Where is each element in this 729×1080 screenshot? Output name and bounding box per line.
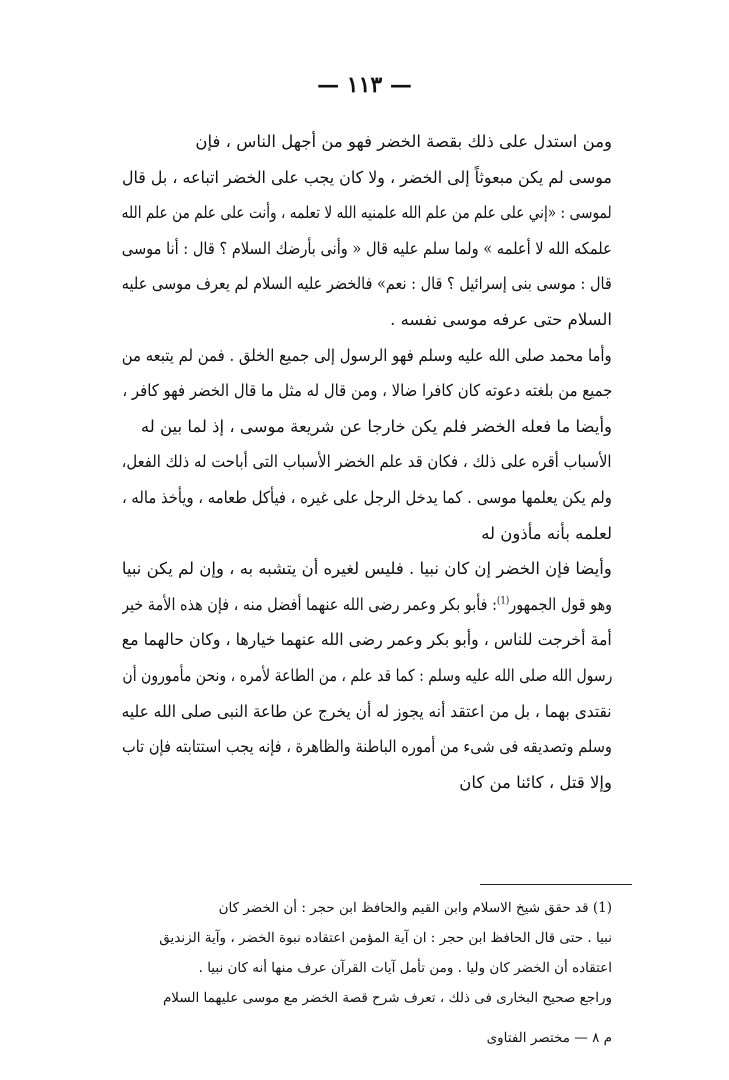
text-line: وإلا قتل ، كائنا من كان bbox=[459, 772, 612, 792]
text-line: وأيضا ما فعله الخضر فلم يكن خارجا عن شريعة موسى ، إذ لما بين له bbox=[140, 416, 612, 436]
text-line: وسلم وتصديقه فى شىء من أموره الباطنة والظاهرة ، فإنه يجب استتابته فإن تاب bbox=[122, 737, 612, 757]
footnote-line: نبيا . حتى قال الحافظ ابن حجر : ان آية المؤمن اعتقاده نبوة الخضر ، وآية الزنديق bbox=[159, 930, 612, 946]
text-line: لعلمه بأنه مأذون له bbox=[481, 523, 612, 543]
text-line: موسى لم يكن مبعوثاً إلى الخضر ، ولا كان يجب على الخضر اتباعه ، بل قال bbox=[122, 167, 612, 187]
footnote bbox=[122, 893, 612, 1013]
text-segment: : فأبو بكر وعمر رضى الله عنهما أفضل منه ، فإن هذه الأمة خير bbox=[122, 594, 497, 614]
footnote-reference: (1) bbox=[496, 595, 510, 607]
main-text bbox=[122, 124, 612, 800]
page-number: — ١١٣ — bbox=[317, 72, 412, 98]
footnote-line: (1) قد حقق شيخ الاسلام وابن القيم والحافظ ابن حجر : أن الخضر كان bbox=[218, 900, 612, 916]
text-line: جميع من بلغته دعوته كان كافرا ضالا ، ومن قال له مثل ما قال الخضر فهو كافر ، bbox=[122, 381, 612, 401]
text-line: نقتدى بهما ، بل من اعتقد أنه يجوز له أن يخرج عن طاعة النبى صلى الله عليه bbox=[122, 701, 612, 721]
text-line: أمة أخرجت للناس ، وأبو بكر وعمر رضى الله عنهما خيارها ، وكان حالهما مع bbox=[122, 630, 612, 650]
signature-mark: م ٨ — مختصر الفتاوى bbox=[486, 1030, 612, 1046]
text-line: ولم يكن يعلمها موسى . كما يدخل الرجل على غيره ، فيأكل طعامه ، ويأخذ ماله ، bbox=[122, 487, 612, 507]
footnote-divider bbox=[480, 884, 632, 885]
text-line: ومن استدل على ذلك بقصة الخضر فهو من أجهل الناس ، فإن bbox=[195, 132, 612, 151]
text-line: السلام حتى عرفه موسى نفسه . bbox=[390, 309, 612, 329]
text-line-with-footnote-ref bbox=[122, 587, 612, 623]
footnote-line: اعتقاده أن الخضر كان وليا . ومن تأمل آيات القرآن عرف منها أنه كان نبيا . bbox=[198, 960, 612, 976]
text-line: علمكه الله لا أعلمه » ولما سلم عليه قال « وأنى بأرضك السلام ؟ قال : أنا موسى bbox=[122, 238, 612, 258]
text-line: وأيضا فإن الخضر إن كان نبيا . فليس لغيره أن يتشبه به ، وإن لم يكن نبيا bbox=[122, 559, 612, 579]
footnote-line: وراجع صحيح البخارى فى ذلك ، تعرف شرح قصة الخضر مع موسى عليهما السلام bbox=[162, 990, 612, 1006]
text-line: قال : موسى بنى إسرائيل ؟ قال : نعم» فالخضر عليه السلام لم يعرف موسى عليه bbox=[122, 274, 612, 294]
text-segment: وهو قول الجمهور bbox=[509, 594, 612, 614]
text-line: الأسباب أقره على ذلك ، فكان قد علم الخضر الأسباب التى أباحت له ذلك الفعل، bbox=[122, 452, 612, 472]
text-line: رسول الله صلى الله عليه وسلم : كما قد علم ، من الطاعة لأمره ، ونحن مأمورون أن bbox=[122, 665, 612, 685]
text-line: وأما محمد صلى الله عليه وسلم فهو الرسول إلى جميع الخلق . فمن لم يتبعه من bbox=[122, 345, 612, 365]
text-line: لموسى : «إني على علم من علم الله علمنيه الله لا تعلمه ، وأنت على علم من علم الله bbox=[122, 203, 612, 223]
